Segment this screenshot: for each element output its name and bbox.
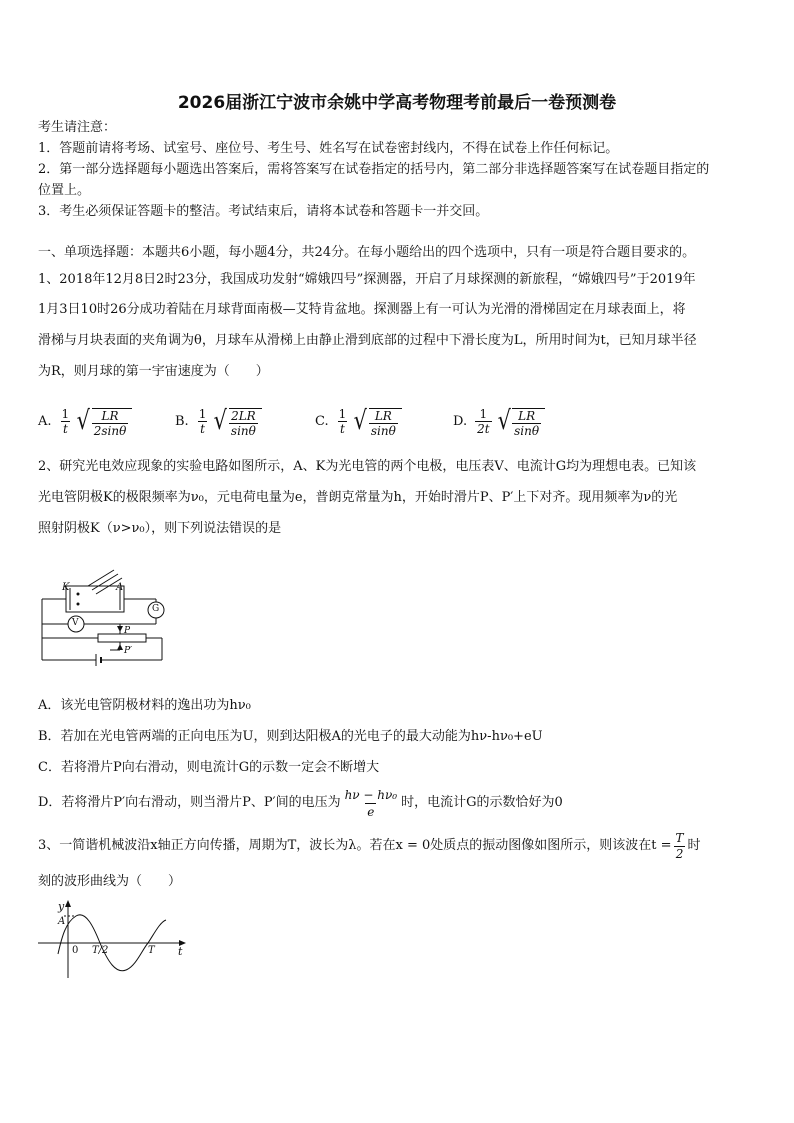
graph-label-origin: 0 (72, 945, 79, 956)
label-g: G (152, 604, 160, 614)
notice-item: 1．答题前请将考场、试室号、座位号、考生号、姓名写在试卷密封线内，不得在试卷上作任何标记。 (38, 141, 619, 156)
coef-fraction: $\frac{1}{t}$ (198, 406, 207, 436)
q1-text-line: 滑梯与月块表面的夹角调为θ，月球车从滑梯上由静止滑到底部的过程中下滑长度为L，所用时间为t，已知月球半径 (38, 333, 697, 348)
notice-item: 位置上。 (38, 183, 91, 198)
q2-option-a[interactable]: A．该光电管阴极材料的逸出功为hν₀ (38, 698, 251, 713)
q1-option-c[interactable]: C. $\frac{1}{t}$ √ $\frac{LR}{\sin\theta}$ (315, 398, 402, 444)
sqrt-expression: √ $\frac{LR}{\sin\theta}$ (352, 402, 402, 440)
section-heading: 一、单项选择题：本题共6小题，每小题4分，共24分。在每小题给出的四个选项中，只有一项是符合题目要求的。 (38, 245, 696, 260)
sqrt-expression: √ $\frac{LR}{2\sin\theta}$ (75, 402, 132, 440)
coef-fraction: $\frac{1}{t}$ (338, 406, 347, 436)
q2-text-line: 照射阴极K（ν>ν₀），则下列说法错误的是 (38, 521, 282, 536)
label-p-prime: P′ (124, 646, 133, 656)
q2-text-line: 2、研究光电效应现象的实验电路如图所示，A、K为光电管的两个电极，电压表V、电流计G均为理想电表。已知该 (38, 459, 697, 474)
label-p: P (124, 626, 131, 636)
q2-option-b[interactable]: B．若加在光电管两端的正向电压为U，则到达阳极A的光电子的最大动能为hν-hν₀+eU (38, 729, 543, 744)
label-v: V (72, 618, 79, 628)
graph-label-t: t (178, 945, 183, 958)
q1-option-a[interactable]: A. $\frac{1}{t}$ √ $\frac{LR}{2\sin\theta}$ (38, 398, 132, 444)
q1-text-line: 为R，则月球的第一宇宙速度为（ ） (38, 364, 269, 379)
q3-text-line: 3、一简谐机械波沿x轴正方向传播，周期为T，波长为λ。若在x = 0处质点的振动图像如图所示，则该波在t = $\frac{T}{2}$ 时 (38, 830, 701, 861)
notice-item: 3．考生必须保证答题卡的整洁。考试结束后，请将本试卷和答题卡一并交回。 (38, 204, 489, 219)
q1-text-line: 1、2018年12月8日2时23分，我国成功发射“嫦娥四号”探测器，开启了月球探测的新旅程，“嫦娥四号”于2019年 (38, 272, 696, 287)
q2-option-c[interactable]: C．若将滑片P向右滑动，则电流计G的示数一定会不断增大 (38, 760, 380, 775)
graph-label-a: A (58, 916, 66, 927)
q1-text-line: 1月3日10时26分成功着陆在月球背面南极—艾特肯盆地。探测器上有一可认为光滑的滑梯固定在月球表面上，将 (38, 302, 686, 317)
q1-options (38, 398, 758, 444)
coef-fraction: $\frac{1}{2t}$ (477, 406, 490, 436)
graph-label-period: T (148, 945, 155, 956)
notice-item: 2．第一部分选择题每小题选出答案后，需将答案写在试卷指定的括号内，第二部分非选择题答案写在试卷题目指定的 (38, 162, 710, 177)
sqrt-expression: √ $\frac{LR}{\sin\theta}$ (496, 402, 546, 440)
coef-fraction: $\frac{1}{t}$ (61, 406, 70, 436)
page-title: 2026届浙江宁波市余姚中学高考物理考前最后一卷预测卷 (177, 93, 617, 113)
sqrt-expression: √ $\frac{2LR}{\sin\theta}$ (212, 402, 262, 440)
label-k: K (62, 582, 70, 593)
time-fraction: $\frac{T}{2}$ (675, 830, 684, 861)
q1-option-d[interactable]: D. $\frac{1}{2t}$ √ $\frac{LR}{\sin\theta}$ (453, 398, 545, 444)
q2-option-d[interactable]: D．若将滑片P′向右滑动，则当滑片P、P′间的电压为 $\frac{\text{hν − hν₀}}{e}$ 时，电流计G的示数恰好为0 (38, 787, 563, 819)
q1-option-b[interactable]: B. $\frac{1}{t}$ √ $\frac{2LR}{\sin\theta}$ (175, 398, 262, 444)
q2-text-line: 光电管阴极K的极限频率为ν₀，元电荷电量为e，普朗克常量为h，开始时滑片P、P′上下对齐。现用频率为ν的光 (38, 490, 678, 505)
voltage-fraction: $\frac{\text{hν − hν₀}}{e}$ (344, 787, 398, 819)
notice-heading: 考生请注意： (38, 120, 117, 135)
graph-label-half-period: T/2 (92, 945, 109, 956)
q3-text-line: 刻的波形曲线为（ ） (38, 874, 182, 889)
graph-label-y: y (58, 900, 65, 913)
circuit-diagram (36, 568, 176, 672)
label-a: A (116, 582, 124, 593)
